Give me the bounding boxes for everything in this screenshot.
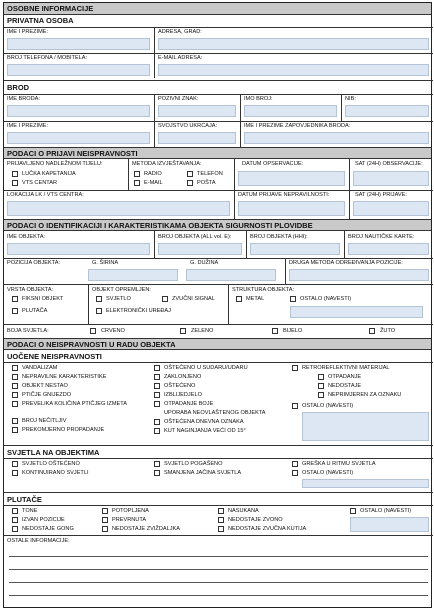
buoy-other-checkbox[interactable]: [350, 508, 356, 514]
reported-label: PRIJAVLJENO NADLEŽNOM TIJELU:: [7, 161, 103, 167]
daymark-label: OŠTEĆENA DNEVNA OZNAKA: [164, 419, 244, 425]
email-field[interactable]: [158, 64, 429, 76]
damaged-checkbox[interactable]: [154, 383, 160, 389]
fixed-obj-label: FIKSNI OBJEKT: [22, 296, 64, 302]
obs-date-label: DATUM OPSERVACIJE:: [242, 161, 304, 167]
light-off-label: SVJETLO POGAŠENO: [164, 461, 223, 467]
harbor-master-checkbox[interactable]: [12, 171, 18, 177]
rep-date-field[interactable]: [238, 201, 345, 216]
nib-field[interactable]: [345, 105, 429, 117]
other-info-label: OSTALE INFORMACIJE:: [7, 538, 70, 544]
person-label: IME I PREZIME:: [7, 123, 49, 129]
obscured-checkbox[interactable]: [154, 374, 160, 380]
name-field[interactable]: [7, 38, 150, 50]
callsign-field[interactable]: [158, 105, 236, 117]
buoy-other-label: OSTALO (NAVESTI): [360, 508, 412, 514]
email-label: E-MAIL ADRESA:: [158, 55, 203, 61]
lon-label: G. DUŽINA: [190, 260, 219, 266]
metal-label: METAL: [246, 296, 265, 302]
missing-obj-checkbox[interactable]: [12, 383, 18, 389]
captain-label: IME I PREZIME ZAPOVJEDNIKA BRODA:: [244, 123, 351, 129]
center-field[interactable]: [7, 201, 230, 216]
obj-num-hhi-label: BROJ OBJEKTA (HHI):: [250, 234, 308, 240]
obj-num-hhi-field[interactable]: [250, 243, 340, 255]
off-position-label: IZVAN POZICIJE: [22, 517, 65, 523]
unauthorized-label: UPORABA NEOVLAŠTENOG OBJEKTA: [164, 410, 266, 416]
faded-checkbox[interactable]: [154, 392, 160, 398]
decay-label: PREKOMJERNO PROPADANJE: [22, 427, 105, 433]
paint-peel-checkbox[interactable]: [154, 401, 160, 407]
obj-type-label: VRSTA OBJEKTA:: [7, 287, 54, 293]
light-color-label: BOJA SVJETLA:: [7, 328, 49, 334]
phone-method-label: TELEFON: [197, 171, 223, 177]
capsized-checkbox[interactable]: [102, 517, 108, 523]
light-off-checkbox[interactable]: [154, 461, 160, 467]
bird-nest-label: PTIČJE GNIJEZDO: [22, 392, 72, 398]
vts-center-checkbox[interactable]: [12, 180, 18, 186]
bird-droppings-checkbox[interactable]: [12, 401, 18, 407]
light-continuous-checkbox[interactable]: [12, 470, 18, 476]
section-faults-header: PODACI O NEISPRAVNOSTI U RADU OBJEKTA: [4, 338, 431, 350]
light-equip-checkbox[interactable]: [96, 296, 102, 302]
vandalism-checkbox[interactable]: [12, 365, 18, 371]
no-horn-label: NEDOSTAJE ZVUČNA KUTIJA: [228, 526, 307, 532]
capsized-label: PREVRNUTA: [112, 517, 147, 523]
other-info-line[interactable]: [9, 582, 428, 583]
section-report-header: PODACI O PRIJAVI NEISPRAVNOSTI: [4, 147, 431, 159]
vandalism-label: VANDALIZAM: [22, 365, 58, 371]
buoy-other-field[interactable]: [350, 517, 429, 532]
section-ident-header: PODACI O IDENTIFIKACIJI I KARAKTERISTIKAMA OBJEKTA SIGURNOSTI PLOVIDBE: [4, 219, 431, 231]
light-rhythm-label: GREŠKA U RITMU SVJETLA: [302, 461, 376, 467]
metal-checkbox[interactable]: [236, 296, 242, 302]
damaged-label: OŠTEĆENO: [164, 383, 196, 389]
decay-checkbox[interactable]: [12, 427, 18, 433]
faults-other-field[interactable]: [302, 412, 429, 441]
obj-num-all-field[interactable]: [158, 243, 242, 255]
daymark-checkbox[interactable]: [154, 419, 160, 425]
off-position-checkbox[interactable]: [12, 517, 18, 523]
radio-label: RADIO: [144, 171, 162, 177]
bird-nest-checkbox[interactable]: [12, 392, 18, 398]
submerged-checkbox[interactable]: [102, 508, 108, 514]
buoy-type-label: PLUTAČA: [22, 308, 48, 314]
electronic-checkbox[interactable]: [96, 308, 102, 314]
unreadable-num-label: BROJ NEČITLJIV: [22, 418, 67, 424]
person-field[interactable]: [7, 132, 150, 144]
red-label: CRVENO: [101, 328, 125, 334]
obj-num-all-label: BROJ OBJEKTA (ALL vol. E):: [158, 234, 232, 240]
retro-unsuitable-checkbox[interactable]: [318, 392, 324, 398]
post-checkbox[interactable]: [187, 180, 193, 186]
imo-field[interactable]: [244, 105, 337, 117]
sinking-checkbox[interactable]: [12, 508, 18, 514]
light-equip-label: SVJETLO: [106, 296, 131, 302]
tilt-checkbox[interactable]: [154, 428, 160, 434]
chart-num-label: BROJ NAUTIČKE KARTE:: [348, 234, 415, 240]
light-damaged-checkbox[interactable]: [12, 461, 18, 467]
imo-label: IMO BROJ:: [244, 96, 273, 102]
wrong-char-label: NEPRAVILNE KARAKTERISTIKE: [22, 374, 107, 380]
faults-other-label: OSTALO (NAVESTI): [302, 403, 354, 409]
collision-checkbox[interactable]: [154, 365, 160, 371]
obs-time-field[interactable]: [353, 171, 429, 186]
no-horn-checkbox[interactable]: [218, 526, 224, 532]
green-label: ZELENO: [191, 328, 214, 334]
other-method-label: DRUGA METODA ODREĐIVANJA POZICIJE:: [289, 260, 403, 266]
wrong-char-checkbox[interactable]: [12, 374, 18, 380]
bird-droppings-label: PREVELIKA KOLIČINA PTIČJEG IZMETA: [22, 401, 127, 407]
report-form: [3, 2, 432, 608]
light-continuous-label: KONTINUIRANO SVJETLI: [22, 470, 89, 476]
retro-missing-label: NEDOSTAJE: [328, 383, 362, 389]
tilt-label: KUT NAGINJANJA VEĆI OD 15°: [164, 428, 246, 434]
lat-label: G. ŠIRINA: [92, 260, 119, 266]
yellow-label: ŽUTO: [380, 328, 396, 334]
phone-checkbox[interactable]: [187, 171, 193, 177]
method-label: METODA IZVJEŠTAVANJA:: [132, 161, 202, 167]
light-dim-label: SMANJENA JAČINA SVJETLA: [164, 470, 242, 476]
section-personal-header: OSOBNE INFORMACIJE: [4, 3, 431, 15]
ship-name-field[interactable]: [7, 105, 150, 117]
post-label: POŠTA: [197, 180, 216, 186]
faults-other-checkbox[interactable]: [292, 403, 298, 409]
rep-time-field[interactable]: [353, 201, 429, 216]
vts-center-label: VTS CENTAR: [22, 180, 58, 186]
harbor-master-label: LUČKA KAPETANIJA: [22, 171, 76, 177]
radio-checkbox[interactable]: [134, 171, 140, 177]
yellow-checkbox[interactable]: [369, 328, 375, 334]
obj-name-field[interactable]: [7, 243, 150, 255]
address-field[interactable]: [158, 38, 429, 50]
lights-subtitle: SVJETLA NA OBJEKTIMA: [7, 448, 100, 457]
unreadable-num-checkbox[interactable]: [12, 418, 18, 424]
obscured-label: ZAKLONJENO: [164, 374, 202, 380]
faded-label: IZBLIJEDJELO: [164, 392, 202, 398]
nib-label: NIB:: [345, 96, 356, 102]
struct-label: STRUKTURA OBJEKTA:: [232, 287, 295, 293]
email-checkbox[interactable]: [134, 180, 140, 186]
obj-name-label: IME OBJEKTA:: [7, 234, 46, 240]
no-bell-checkbox[interactable]: [218, 517, 224, 523]
phone-label: BROJ TELEFONA / MOBITELA:: [7, 55, 88, 61]
retro-checkbox[interactable]: [292, 365, 298, 371]
lat-field[interactable]: [88, 269, 178, 281]
other-info-line[interactable]: [9, 595, 428, 596]
paint-peel-label: OTPADANJE BOJE: [164, 401, 214, 407]
aground-label: NASUKANA: [228, 508, 259, 514]
address-label: ADRESA, GRAD:: [158, 29, 202, 35]
retro-missing-checkbox[interactable]: [318, 383, 324, 389]
ship-subtitle: BROD: [7, 83, 30, 92]
callsign-label: POZIVNI ZNAK:: [158, 96, 199, 102]
no-whistle-checkbox[interactable]: [102, 526, 108, 532]
retro-falling-checkbox[interactable]: [318, 374, 324, 380]
retro-label: RETROREFLEKTIVNI MATERIJAL: [302, 365, 390, 371]
obs-date-field[interactable]: [238, 171, 345, 186]
chart-num-field[interactable]: [348, 243, 429, 255]
role-label: SVOJSTVO UKRCAJA:: [158, 123, 218, 129]
light-other-field[interactable]: [302, 479, 429, 488]
role-field[interactable]: [158, 132, 236, 144]
no-gong-checkbox[interactable]: [12, 526, 18, 532]
submerged-label: POTOPLJENA: [112, 508, 149, 514]
collision-label: OŠTEĆENO U SUDARU/UDARU: [164, 365, 248, 371]
light-rhythm-checkbox[interactable]: [292, 461, 298, 467]
phone-field[interactable]: [7, 64, 150, 76]
sinking-label: TONE: [22, 508, 38, 514]
struct-other-field[interactable]: [290, 306, 423, 318]
fixed-obj-checkbox[interactable]: [12, 296, 18, 302]
obs-time-label: SAT (24H) OBSERVACIJE:: [355, 161, 423, 167]
aground-checkbox[interactable]: [218, 508, 224, 514]
equip-label: OBJEKT OPREMLJEN:: [92, 287, 151, 293]
white-label: BIJELO: [283, 328, 303, 334]
no-gong-label: NEDOSTAJE GONG: [22, 526, 74, 532]
electronic-label: ELEKTRONIČKI UREĐAJ: [106, 308, 171, 314]
other-info-line[interactable]: [9, 569, 428, 570]
white-checkbox[interactable]: [272, 328, 278, 334]
ship-name-label: IME BRODA:: [7, 96, 40, 102]
center-label: LOKACIJA LK / VTS CENTRA:: [7, 192, 84, 198]
observed-subtitle: UOČENE NEISPRAVNOSTI: [7, 352, 102, 361]
rep-time-label: SAT (24H) PRIJAVE:: [355, 192, 407, 198]
position-label: POZICIJA OBJEKTA:: [7, 260, 61, 266]
email-method-label: E-MAIL: [144, 180, 163, 186]
other-method-field[interactable]: [289, 269, 429, 281]
sound-signal-label: ZVUČNI SIGNAL: [172, 296, 215, 302]
lon-field[interactable]: [186, 269, 276, 281]
light-dim-checkbox[interactable]: [154, 470, 160, 476]
green-checkbox[interactable]: [180, 328, 186, 334]
buoys-subtitle: PLUTAČE: [7, 495, 42, 504]
light-damaged-label: SVJETLO OŠTEĆENO: [22, 461, 80, 467]
name-label: IME I PREZIME:: [7, 29, 49, 35]
private-person-subtitle: PRIVATNA OSOBA: [7, 16, 74, 25]
retro-falling-label: OTPADANJE: [328, 374, 362, 380]
rep-date-label: DATUM PRIJAVE NEPRAVILNOSTI:: [238, 192, 330, 198]
other-info-line[interactable]: [9, 556, 428, 557]
no-bell-label: NEDOSTAJE ZVONO: [228, 517, 283, 523]
buoy-type-checkbox[interactable]: [12, 308, 18, 314]
struct-other-checkbox[interactable]: [290, 296, 296, 302]
captain-field[interactable]: [244, 132, 429, 144]
missing-obj-label: OBJEKT NESTAO: [22, 383, 68, 389]
red-checkbox[interactable]: [90, 328, 96, 334]
no-whistle-label: NEDOSTAJE ZVIŽDALJKA: [112, 526, 180, 532]
retro-unsuitable-label: NEPRIMJEREN ZA OZNAKU: [328, 392, 402, 398]
struct-other-label: OSTALO (NAVESTI): [300, 296, 352, 302]
light-other-label: OSTALO (NAVESTI): [302, 470, 354, 476]
light-other-checkbox[interactable]: [292, 470, 298, 476]
sound-signal-checkbox[interactable]: [162, 296, 168, 302]
